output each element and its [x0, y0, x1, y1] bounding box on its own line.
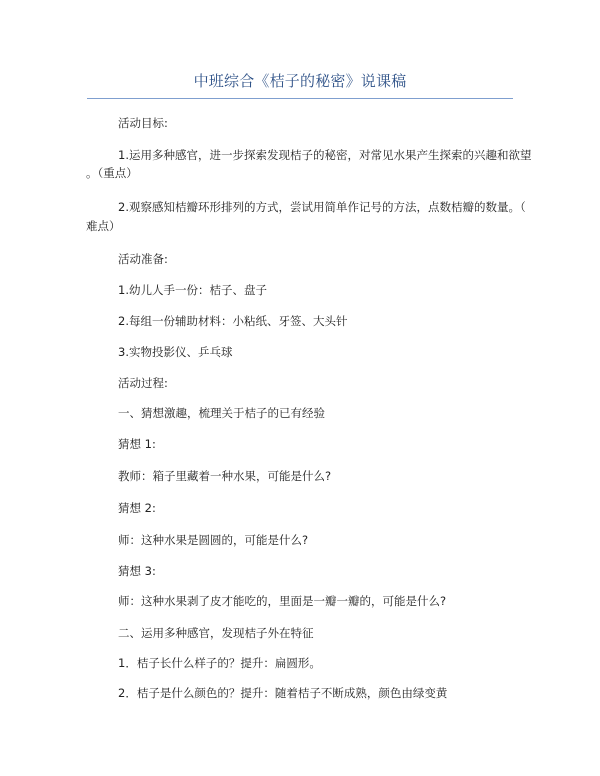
paragraph-line: 2.观察感知桔瓣环形排列的方式，尝试用简单作记号的方法，点数桔瓣的数量。（: [118, 200, 526, 214]
paragraph-line: 猜想 1:: [118, 437, 156, 451]
paragraph-line: 1．桔子长什么样子的？提升：扁圆形。: [118, 656, 321, 670]
paragraph-line: 猜想 3:: [118, 564, 156, 578]
section-heading-process: 活动过程:: [118, 376, 168, 390]
document-title: 中班综合《桔子的秘密》说课稿: [193, 72, 407, 90]
section-heading-goals: 活动目标:: [118, 116, 168, 130]
paragraph-line: 猜想 2:: [118, 501, 156, 515]
paragraph-line: 1.幼儿人手一份：桔子、盘子: [118, 283, 267, 297]
paragraph-line: 一、猜想激趣，梳理关于桔子的已有经验: [118, 406, 325, 420]
paragraph-line: 难点）: [86, 219, 121, 233]
paragraph-line: 。（重点）: [86, 166, 138, 180]
paragraph-line: 教师：箱子里藏着一种水果，可能是什么?: [118, 469, 332, 483]
paragraph-line: 二、运用多种感官，发现桔子外在特征: [118, 626, 314, 640]
paragraph-line: 师：这种水果剥了皮才能吃的，里面是一瓣一瓣的，可能是什么?: [118, 594, 447, 608]
paragraph-line: 2.每组一份辅助材料：小粘纸、牙签、大头针: [118, 314, 348, 328]
section-heading-preparation: 活动准备:: [118, 252, 168, 266]
paragraph-line: 1.运用多种感官，进一步探索发现桔子的秘密，对常见水果产生探索的兴趣和欲望: [118, 148, 532, 162]
paragraph-line: 2．桔子是什么颜色的？提升：随着桔子不断成熟，颜色由绿变黄: [118, 686, 448, 700]
title-divider: [87, 98, 513, 99]
paragraph-line: 3.实物投影仪、乒乓球: [118, 345, 233, 359]
paragraph-line: 师：这种水果是圆圆的，可能是什么?: [118, 533, 309, 547]
